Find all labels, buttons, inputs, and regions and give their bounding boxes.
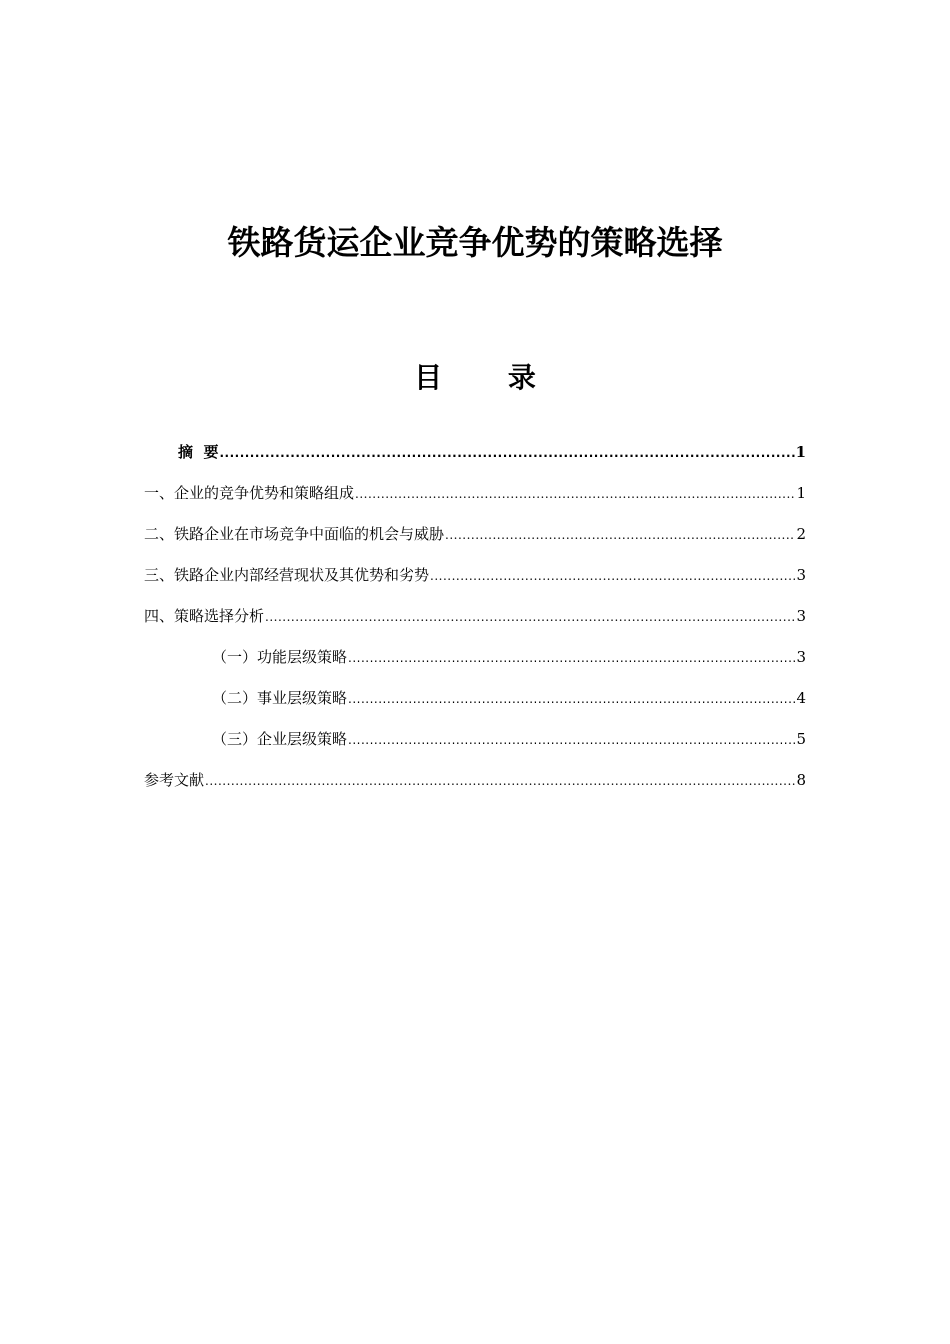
toc-leader-dots [445,523,795,547]
toc-leader-dots [348,646,795,670]
toc-entry-abstract[interactable] [178,440,806,464]
toc-entry-label: 二、铁路企业在市场竞争中面临的机会与威胁 [144,525,445,543]
toc-leader-dots [355,482,795,506]
toc-leader-dots [265,605,795,629]
toc-leader-dots [430,564,795,588]
toc-page-number: 4 [796,689,806,707]
toc-entry-label: 四、策略选择分析 [144,607,265,625]
toc-entry-subsection-1[interactable] [212,645,806,669]
toc-page-number: 1 [795,443,806,461]
toc-page-number: 2 [796,525,806,543]
toc-entry-section-3[interactable] [144,563,806,587]
toc-leader-dots [348,728,795,752]
toc-page-number: 3 [796,566,806,584]
toc-entry-section-2[interactable] [144,522,806,546]
toc-page-number: 1 [796,484,806,502]
toc-heading: 目 录 [414,361,564,394]
toc-entry-subsection-2[interactable] [212,686,806,710]
toc-entry-section-4[interactable] [144,604,806,628]
toc-entry-section-1[interactable] [144,481,806,505]
toc-page-number: 3 [796,648,806,666]
toc-entry-label: （一）功能层级策略 [212,648,348,666]
toc-page-number: 8 [796,771,806,789]
toc-leader-dots [348,687,795,711]
toc-entry-label: （三）企业层级策略 [212,730,348,748]
toc-leader-dots [219,441,794,465]
toc-page-number: 3 [796,607,806,625]
toc-entry-label: 摘 要 [178,443,219,461]
toc-entry-label: 三、铁路企业内部经营现状及其优势和劣势 [144,566,430,584]
toc-entry-references[interactable] [144,768,806,792]
toc-page-number: 5 [796,730,806,748]
toc-entry-subsection-3[interactable] [212,727,806,751]
toc-entry-label: （二）事业层级策略 [212,689,348,707]
toc-leader-dots [205,769,795,793]
document-title: 铁路货运企业竞争优势的策略选择 [227,223,723,262]
toc-entry-label: 一、企业的竞争优势和策略组成 [144,484,355,502]
toc-entry-label: 参考文献 [144,771,205,789]
